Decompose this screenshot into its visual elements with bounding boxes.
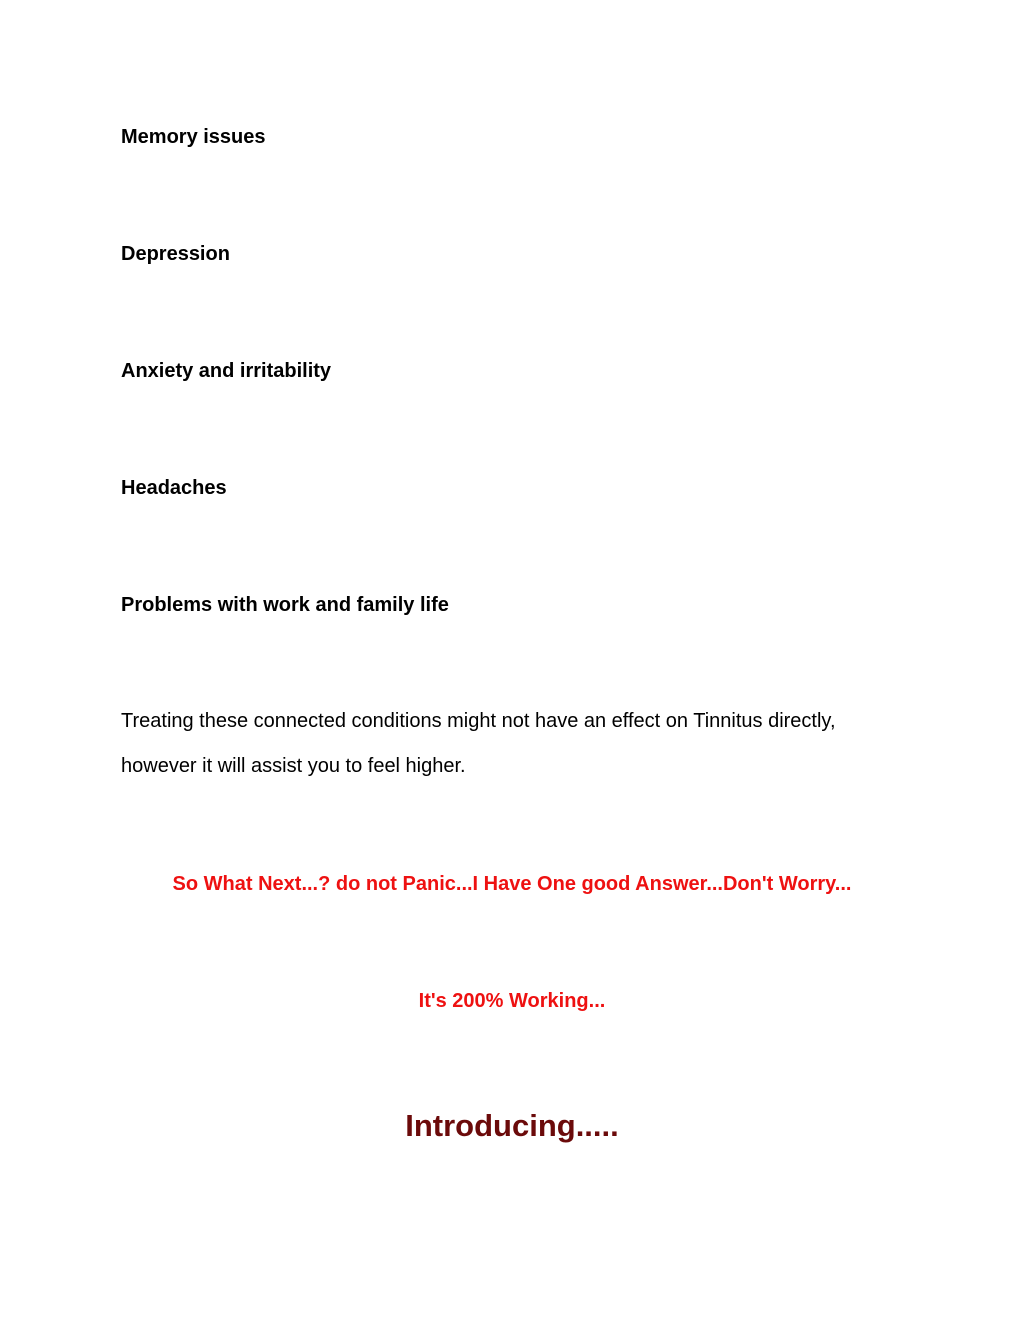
- heading-introducing: Introducing.....: [405, 1108, 619, 1143]
- paragraph-treating-conditions: Treating these connected conditions might not have an effect on Tinnitus directly, however it will assist you to feel higher.: [121, 710, 836, 777]
- callout-working: It's 200% Working...: [418, 990, 606, 1012]
- list-item-depression: Depression: [121, 243, 230, 265]
- list-item-anxiety: Anxiety and irritability: [121, 360, 332, 382]
- callout-what-next: So What Next...? do not Panic...I Have One good Answer...Don't Worry...: [172, 873, 852, 895]
- list-item-headaches: Headaches: [121, 477, 227, 499]
- list-item-memory-issues: Memory issues: [121, 126, 266, 148]
- list-item-work-family-problems: Problems with work and family life: [121, 594, 449, 616]
